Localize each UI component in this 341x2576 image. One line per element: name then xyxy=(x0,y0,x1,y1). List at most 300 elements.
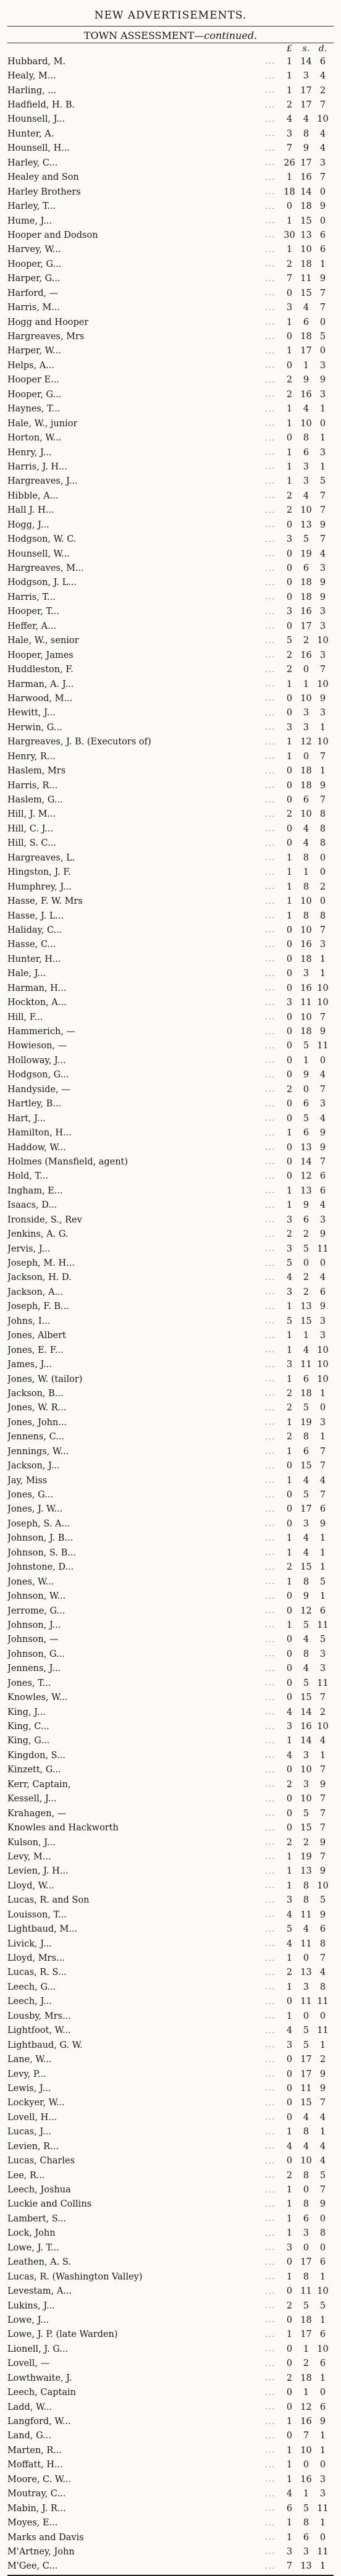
pounds-value: 0 xyxy=(286,766,293,777)
section-header xyxy=(7,4,334,27)
leader-ellipsis: ... xyxy=(265,115,276,124)
leader-ellipsis: ... xyxy=(265,854,276,862)
ratepayer-name: Lightbaud, G. W. xyxy=(7,2040,83,2050)
shillings-value: 6 xyxy=(303,1099,309,1109)
assessment-amount xyxy=(279,2504,334,2514)
shillings-value: 12 xyxy=(300,1606,312,1616)
assessment-amount xyxy=(279,1548,334,1558)
assessment-amount xyxy=(279,2011,334,2021)
pounds-value: 0 xyxy=(286,983,293,993)
shillings-value: 8 xyxy=(303,2518,309,2528)
list-item xyxy=(7,894,334,908)
assessment-list xyxy=(7,54,334,2574)
assessment-amount xyxy=(279,1490,334,1500)
ratepayer-name: Krahagen, — xyxy=(7,1808,67,1819)
ratepayer-name: Hargreaves, L. xyxy=(7,852,75,863)
list-item xyxy=(7,532,334,546)
pounds-value: 5 xyxy=(286,1924,293,1935)
pence-value: 1 xyxy=(319,2445,326,2456)
ratepayer-name: Lock, John xyxy=(7,2228,56,2239)
shillings-value: 4 xyxy=(303,823,309,834)
pounds-value: 3 xyxy=(286,2546,293,2557)
pounds-value: 2 xyxy=(286,2300,293,2311)
list-item xyxy=(7,2299,334,2313)
assessment-amount xyxy=(279,462,334,472)
assessment-amount xyxy=(279,1765,334,1775)
assessment-amount xyxy=(279,2344,334,2354)
ratepayer-name: Moore, C. W... xyxy=(7,2474,72,2485)
leader-ellipsis: ... xyxy=(265,839,276,848)
shillings-value: 8 xyxy=(303,433,309,444)
assessment-amount xyxy=(279,1866,334,1876)
leader-ellipsis: ... xyxy=(265,940,276,949)
pence-value: 9 xyxy=(319,1229,326,1240)
ratepayer-name: Mabin, J. R... xyxy=(7,2503,66,2514)
list-item xyxy=(7,1111,334,1126)
list-item xyxy=(7,619,334,633)
ratepayer-name: Lionell, J. G... xyxy=(7,2344,69,2354)
leader-ellipsis: ... xyxy=(265,2287,276,2296)
ratepayer-name: Livick, J... xyxy=(7,1938,52,1949)
assessment-amount xyxy=(279,1316,334,1326)
shillings-value: 4 xyxy=(303,490,309,501)
list-item xyxy=(7,2212,334,2226)
pounds-value: 3 xyxy=(286,1895,293,1906)
shillings-value: 4 xyxy=(303,1533,309,1544)
list-item xyxy=(7,1835,334,1850)
assessment-amount xyxy=(279,1258,334,1268)
shillings-value: 6 xyxy=(303,1128,309,1139)
pounds-value: 0 xyxy=(286,2286,293,2297)
pence-value: 3 xyxy=(319,1649,326,1659)
pence-value: 6 xyxy=(319,1171,326,1182)
leader-ellipsis: ... xyxy=(265,2431,276,2440)
assessment-amount xyxy=(279,2069,334,2079)
pence-value: 3 xyxy=(319,158,326,168)
pounds-value: 0 xyxy=(286,1823,293,1833)
leader-ellipsis: ... xyxy=(265,1563,276,1572)
pounds-value: 1 xyxy=(286,1374,293,1384)
shillings-value: 11 xyxy=(300,1360,312,1370)
pence-value: 1 xyxy=(319,2040,326,2050)
assessment-amount xyxy=(279,1519,334,1529)
ratepayer-name: Johnstone, D... xyxy=(7,1562,74,1573)
list-item xyxy=(7,1039,334,1053)
shillings-value: 1 xyxy=(303,1331,309,1341)
shillings-value: 8 xyxy=(303,1895,309,1906)
leader-ellipsis: ... xyxy=(265,2273,276,2281)
list-item xyxy=(7,1893,334,1908)
pence-value: 11 xyxy=(317,1678,329,1688)
leader-ellipsis: ... xyxy=(265,2359,276,2368)
shillings-value: 18 xyxy=(300,332,312,342)
ratepayer-name: Jones, E. F... xyxy=(7,1345,64,1355)
shillings-value: 1 xyxy=(303,2344,309,2354)
ratepayer-name: Hargreaves, M... xyxy=(7,563,84,574)
leader-ellipsis: ... xyxy=(265,1708,276,1717)
pence-value: 10 xyxy=(317,737,329,747)
assessment-amount xyxy=(279,2156,334,2166)
ratepayer-name: Levy, P... xyxy=(7,2069,46,2079)
pence-value: 1 xyxy=(319,2431,326,2441)
list-item xyxy=(7,2414,334,2428)
shillings-value: 0 xyxy=(303,1258,309,1269)
pounds-value: 0 xyxy=(286,1678,293,1688)
leader-ellipsis: ... xyxy=(265,2229,276,2237)
shillings-value: 4 xyxy=(303,2112,309,2123)
pence-value: 10 xyxy=(317,1880,329,1891)
ratepayer-name: Luckie and Collins xyxy=(7,2199,92,2210)
ratepayer-name: Isaacs, D... xyxy=(7,1200,57,1211)
list-item xyxy=(7,995,334,1009)
ratepayer-name: Levy, M... xyxy=(7,1851,51,1862)
assessment-amount xyxy=(279,1504,334,1514)
pounds-value: 0 xyxy=(286,1099,293,1109)
shillings-value: 0 xyxy=(303,1953,309,1964)
ratepayer-name: Knowles and Hackworth xyxy=(7,1823,119,1833)
list-item xyxy=(7,2544,334,2559)
shillings-value: 15 xyxy=(300,1562,312,1573)
ratepayer-name: Harling, ... xyxy=(7,85,57,96)
ratepayer-name: Harwood, M... xyxy=(7,693,73,704)
pence-value: 1 xyxy=(319,433,326,444)
list-item xyxy=(7,1850,334,1864)
assessment-amount xyxy=(279,1476,334,1486)
pounds-value: 1 xyxy=(286,1547,293,1558)
ratepayer-name: Lousby, Mrs... xyxy=(7,2011,71,2021)
pence-value: 6 xyxy=(319,1185,326,1196)
ratepayer-name: Levestam, A... xyxy=(7,2286,72,2297)
shillings-value: 1 xyxy=(303,360,309,371)
shillings-value: 13 xyxy=(300,1866,312,1877)
pence-value: 4 xyxy=(319,1736,326,1746)
ratepayer-name: James, J... xyxy=(7,1360,52,1370)
pounds-value: 0 xyxy=(286,780,293,791)
pounds-value: 0 xyxy=(286,578,293,588)
list-item xyxy=(7,2472,334,2486)
assessment-amount xyxy=(279,2518,334,2528)
leader-ellipsis: ... xyxy=(265,1158,276,1166)
list-item xyxy=(7,2385,334,2399)
leader-ellipsis: ... xyxy=(265,651,276,660)
ratepayer-name: Jennens, C... xyxy=(7,1432,65,1442)
assessment-amount xyxy=(279,1562,334,1572)
assessment-amount xyxy=(279,230,334,240)
shillings-value: 13 xyxy=(300,1185,312,1196)
pence-value: 1 xyxy=(319,2561,326,2572)
ratepayer-name: Harris, J. H... xyxy=(7,461,67,472)
pence-value: 5 xyxy=(319,2300,326,2311)
pounds-value: 1 xyxy=(286,867,293,878)
list-item xyxy=(7,2197,334,2212)
assessment-amount xyxy=(279,1823,334,1833)
ratepayer-name: Harper, W... xyxy=(7,346,61,356)
shillings-value: 18 xyxy=(300,578,312,588)
ratepayer-name: Haynes, T... xyxy=(7,404,61,415)
pence-value: 1 xyxy=(319,2518,326,2528)
list-item xyxy=(7,170,334,185)
ratepayer-name: Leech, G... xyxy=(7,1982,56,1992)
assessment-amount xyxy=(279,2214,334,2224)
leader-ellipsis: ... xyxy=(265,781,276,790)
leader-ellipsis: ... xyxy=(265,1346,276,1355)
list-item xyxy=(7,2009,334,2023)
pence-value: 3 xyxy=(319,1316,326,1326)
list-item xyxy=(7,1604,334,1618)
pounds-value: 0 xyxy=(286,940,293,950)
leader-ellipsis: ... xyxy=(265,535,276,544)
shillings-value: 19 xyxy=(300,1851,312,1862)
pounds-value: 2 xyxy=(286,1084,293,1095)
pence-value: 5 xyxy=(319,1576,326,1587)
pounds-value: 0 xyxy=(286,2069,293,2079)
pence-value: 4 xyxy=(319,71,326,82)
shillings-value: 17 xyxy=(300,2055,312,2065)
leader-ellipsis: ... xyxy=(265,1462,276,1470)
pence-value: 1 xyxy=(319,1432,326,1442)
leader-ellipsis: ... xyxy=(265,709,276,717)
list-item xyxy=(7,1820,334,1835)
leader-ellipsis: ... xyxy=(265,1201,276,1210)
shillings-value: 6 xyxy=(303,563,309,574)
assessment-amount xyxy=(279,318,334,327)
pounds-value: 1 xyxy=(286,2445,293,2456)
pounds-value: 3 xyxy=(286,534,293,545)
pounds-value: 2 xyxy=(286,389,293,400)
list-item xyxy=(7,228,334,242)
assessment-amount xyxy=(279,867,334,877)
assessment-amount xyxy=(279,361,334,371)
ratepayer-name: Harman, A. J... xyxy=(7,679,74,689)
shillings-value: 13 xyxy=(300,1302,312,1312)
assessment-amount xyxy=(279,71,334,81)
list-item xyxy=(7,1734,334,1748)
assessment-amount xyxy=(279,1070,334,1080)
pounds-value: 1 xyxy=(286,172,293,183)
leader-ellipsis: ... xyxy=(265,868,276,877)
leader-ellipsis: ... xyxy=(265,1809,276,1818)
assessment-amount xyxy=(279,419,334,429)
assessment-amount xyxy=(279,2489,334,2499)
ratepayer-name: Lucas, R. and Son xyxy=(7,1895,90,1906)
assessment-amount xyxy=(279,1186,334,1196)
shillings-value: 17 xyxy=(300,346,312,356)
shillings-value: 11 xyxy=(300,2286,312,2297)
shillings-value: 11 xyxy=(300,1997,312,2007)
leader-ellipsis: ... xyxy=(265,2417,276,2426)
shillings-value: 0 xyxy=(303,1084,309,1095)
list-item xyxy=(7,1242,334,1256)
leader-ellipsis: ... xyxy=(265,1013,276,1022)
ratepayer-name: Hockton, A... xyxy=(7,998,67,1008)
ratepayer-name: Hooper, G... xyxy=(7,259,62,269)
ratepayer-name: Johnson, J. B... xyxy=(7,1533,74,1544)
ratepayer-name: Healy, M... xyxy=(7,71,56,82)
pounds-value: 0 xyxy=(286,969,293,979)
ratepayer-name: Hewitt, J... xyxy=(7,708,56,718)
pounds-value: 0 xyxy=(286,1490,293,1501)
pounds-value: 7 xyxy=(286,143,293,154)
pence-value: 7 xyxy=(319,751,326,762)
list-item xyxy=(7,1271,334,1285)
pounds-value: 0 xyxy=(286,1606,293,1616)
leader-ellipsis: ... xyxy=(265,2157,276,2165)
list-item xyxy=(7,2313,334,2327)
leader-ellipsis: ... xyxy=(265,1360,276,1369)
assessment-amount xyxy=(279,1403,334,1413)
leader-ellipsis: ... xyxy=(265,1317,276,1326)
list-item xyxy=(7,1155,334,1169)
shillings-value: 3 xyxy=(303,71,309,82)
leader-ellipsis: ... xyxy=(265,130,276,138)
shillings-value: 8 xyxy=(303,882,309,892)
shillings-value: 16 xyxy=(300,1722,312,1732)
shillings-value: 18 xyxy=(300,259,312,269)
pounds-value: 0 xyxy=(286,1171,293,1182)
pounds-value: 0 xyxy=(286,288,293,298)
ratepayer-name: Jenkins, A. G. xyxy=(7,1229,69,1240)
pounds-value: 1 xyxy=(286,418,293,429)
leader-ellipsis: ... xyxy=(265,1476,276,1485)
ratepayer-name: Hodgson, J. L... xyxy=(7,578,77,588)
list-item xyxy=(7,2458,334,2472)
ratepayer-name: Marks and Davis xyxy=(7,2532,84,2543)
assessment-amount xyxy=(279,1200,334,1210)
shillings-value: 1 xyxy=(303,679,309,689)
list-item xyxy=(7,1531,334,1546)
list-item xyxy=(7,2429,334,2443)
ratepayer-name: Hounsell, H... xyxy=(7,143,70,154)
list-item xyxy=(7,1314,334,1328)
pence-value: 9 xyxy=(319,1142,326,1153)
pence-value: 6 xyxy=(319,1504,326,1515)
leader-ellipsis: ... xyxy=(265,636,276,645)
shillings-value: 5 xyxy=(303,2040,309,2050)
ratepayer-name: Hamilton, H... xyxy=(7,1128,72,1139)
pence-value: 10 xyxy=(317,636,329,646)
shillings-value: 10 xyxy=(300,693,312,704)
leader-ellipsis: ... xyxy=(265,796,276,804)
pounds-value: 0 xyxy=(286,693,293,704)
leader-ellipsis: ... xyxy=(265,1751,276,1760)
pounds-value: 1 xyxy=(286,1345,293,1355)
ratepayer-name: Hounsell, J... xyxy=(7,114,65,125)
list-item xyxy=(7,1792,334,1806)
list-item xyxy=(7,2081,334,2095)
shillings-value: 8 xyxy=(303,1880,309,1891)
ratepayer-name: Hill, J. M... xyxy=(7,809,56,820)
assessment-amount xyxy=(279,1085,334,1095)
leader-ellipsis: ... xyxy=(265,1187,276,1195)
pounds-value: 1 xyxy=(286,1533,293,1544)
list-item xyxy=(7,1430,334,1444)
list-item xyxy=(7,112,334,127)
leader-ellipsis: ... xyxy=(265,2128,276,2136)
pence-value: 7 xyxy=(319,1765,326,1775)
assessment-amount xyxy=(279,954,334,964)
pence-value: 10 xyxy=(317,2286,329,2297)
ratepayer-name: Harley Brothers xyxy=(7,187,81,197)
shillings-value: 8 xyxy=(303,2199,309,2210)
list-item xyxy=(7,2487,334,2501)
ratepayer-name: Lightfoot, W... xyxy=(7,2026,71,2036)
list-item xyxy=(7,2328,334,2342)
pounds-value: 0 xyxy=(286,1041,293,1051)
shillings-value: 3 xyxy=(303,1750,309,1761)
ratepayer-name: Kingdon, S... xyxy=(7,1750,65,1761)
leader-ellipsis: ... xyxy=(265,1302,276,1311)
pounds-value: 1 xyxy=(286,216,293,226)
ratepayer-name: Hasse, C... xyxy=(7,940,56,950)
pounds-value: 1 xyxy=(286,1620,293,1630)
ratepayer-name: Hogg and Hooper xyxy=(7,317,89,327)
shillings-value: 0 xyxy=(303,2460,309,2470)
assessment-amount xyxy=(279,288,334,298)
assessment-amount xyxy=(279,1693,334,1703)
ratepayer-name: Harford, — xyxy=(7,288,59,298)
ratepayer-name: Leech, J... xyxy=(7,1997,52,2007)
assessment-amount xyxy=(279,1099,334,1109)
list-item xyxy=(7,2226,334,2241)
shillings-value: 17 xyxy=(300,2257,312,2268)
pence-value: 6 xyxy=(319,2330,326,2340)
shillings-value: 6 xyxy=(303,2532,309,2543)
ratepayer-name: Haddow, W... xyxy=(7,1142,66,1153)
leader-ellipsis: ... xyxy=(265,622,276,631)
pounds-value: 1 xyxy=(286,85,293,96)
shillings-value: 15 xyxy=(300,1823,312,1833)
shillings-value: 5 xyxy=(303,2026,309,2036)
pounds-value: 2 xyxy=(286,2170,293,2181)
list-item xyxy=(7,952,334,966)
pence-value: 9 xyxy=(319,780,326,791)
leader-ellipsis: ... xyxy=(265,245,276,254)
ratepayer-name: Hartley, B... xyxy=(7,1099,62,1109)
pounds-value: 0 xyxy=(286,1504,293,1515)
pounds-value: 0 xyxy=(286,1070,293,1080)
list-item xyxy=(7,662,334,676)
assessment-amount xyxy=(279,346,334,356)
shillings-value: 2 xyxy=(303,2359,309,2369)
leader-ellipsis: ... xyxy=(265,2171,276,2180)
pence-value: 4 xyxy=(319,2156,326,2166)
assessment-amount xyxy=(279,448,334,458)
shillings-value: 3 xyxy=(303,476,309,487)
shillings-value: 3 xyxy=(303,461,309,472)
leader-ellipsis: ... xyxy=(265,1954,276,1963)
pounds-value: 1 xyxy=(286,2185,293,2195)
assessment-amount xyxy=(279,563,334,573)
list-item xyxy=(7,2530,334,2544)
pounds-value: 0 xyxy=(286,795,293,806)
pence-value: 7 xyxy=(319,172,326,183)
pence-value: 0 xyxy=(319,2460,326,2470)
pence-value: 3 xyxy=(319,1331,326,1341)
shillings-value: 9 xyxy=(303,375,309,385)
leader-ellipsis: ... xyxy=(265,289,276,298)
ratepayer-name: Ladd, W... xyxy=(7,2402,53,2412)
assessment-amount xyxy=(279,259,334,269)
pence-value: 1 xyxy=(319,1591,326,1602)
assessment-amount xyxy=(279,1041,334,1051)
ratepayer-name: Jerrome, G... xyxy=(7,1606,65,1616)
leader-ellipsis: ... xyxy=(265,1114,276,1123)
pence-value: 9 xyxy=(319,2417,326,2427)
leader-ellipsis: ... xyxy=(265,376,276,384)
shillings-value: 14 xyxy=(300,187,312,197)
pence-value: 7 xyxy=(319,795,326,806)
shillings-value: 16 xyxy=(300,2474,312,2485)
